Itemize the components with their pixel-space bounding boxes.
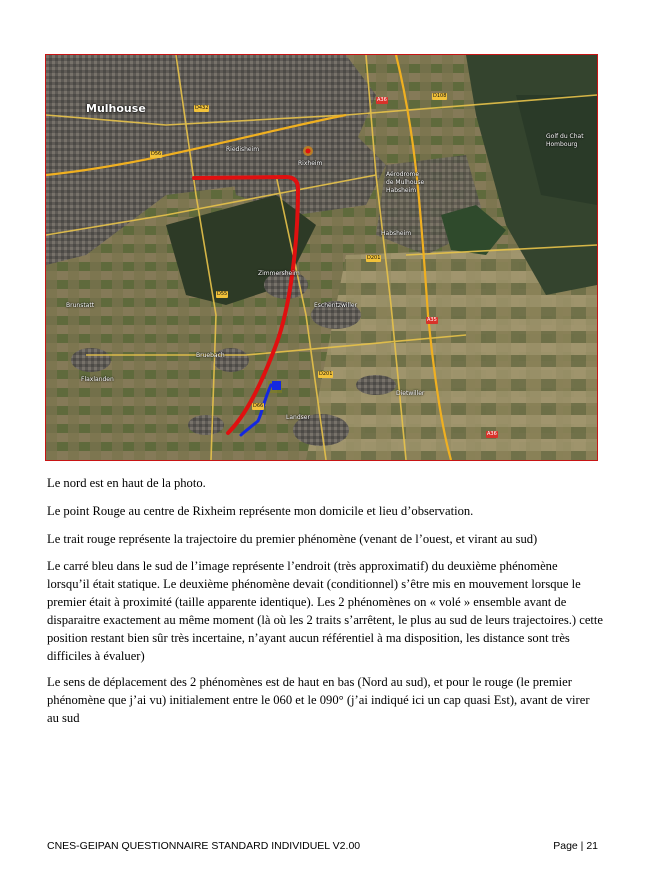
road-marker: D55 — [217, 291, 228, 297]
label-dietwiller: Dietwiller — [396, 390, 425, 397]
paragraph-blue-square: Le carré bleu dans le sud de l’image représente l’endroit (très approximatif) du deuxième phénomène lorsqu’il était statique. Le deuxième phénomène devait (conditionnel) s’être mis en mouvement lorsque le premier était à proximité (taille apparente identique). Les 2 phénomènes on « volé » ensemble avant de disparaitre exactement au même moment (là où les 2 traits s’arrêtent, le plus au sud de leurs trajectoires.) cette position restant bien sûr très incertaine, n’ayant aucun référentiel à ma disposition, les distance sont très difficiles à évaluer) — [47, 559, 604, 663]
label-riedisheim: Riedisheim — [226, 146, 260, 153]
label-rixheim: Rixheim — [298, 160, 323, 167]
label-brunstatt: Brunstatt — [66, 302, 95, 309]
road-marker: A35 — [427, 317, 437, 323]
label-eschentzwiller: Eschentzwiller — [314, 302, 358, 309]
road-marker: A36 — [487, 431, 497, 437]
footer-questionnaire: CNES-GEIPAN QUESTIONNAIRE STANDARD INDIVIDUEL V2.00 — [47, 840, 361, 852]
label-flaxlanden: Flaxlanden — [81, 376, 114, 383]
label-bruebach: Bruebach — [196, 352, 225, 359]
footer-page-number: Page | 21 — [553, 840, 598, 852]
road-marker: D201 — [367, 255, 381, 261]
blue-square — [272, 381, 281, 390]
label-aerodrome: Aérodrome de Mulhouse Habsheim — [386, 171, 425, 194]
road-marker: A36 — [377, 97, 387, 103]
road-marker: D108 — [433, 93, 447, 99]
road-marker: D432 — [195, 105, 209, 111]
label-habsheim: Habsheim — [381, 230, 412, 237]
label-zimmersheim: Zimmersheim — [258, 270, 300, 277]
road-marker: D66 — [253, 403, 264, 409]
paragraph-direction: Le sens de déplacement des 2 phénomènes est de haut en bas (Nord au sud), et pour le rouge (le premier phénomène que j’ai vu) initialement entre le 060 et le 090° (j’ai indiqué ici un cap quasi Est), avant de virer au sud — [47, 675, 590, 725]
label-homburg: Golf du Chat Hombourg — [546, 133, 584, 148]
label-mulhouse: Mulhouse — [86, 102, 146, 115]
road-marker: D201 — [319, 371, 333, 377]
label-landser: Landser — [286, 414, 310, 421]
paragraph-red-line: Le trait rouge représente la trajectoire du premier phénomène (venant de l’ouest, et virant au sud) — [47, 532, 538, 546]
paragraph-north: Le nord est en haut de la photo. — [47, 476, 206, 490]
satellite-map — [45, 54, 598, 461]
map-imagery — [46, 55, 597, 460]
paragraph-red-point: Le point Rouge au centre de Rixheim représente mon domicile et lieu d’observation. — [47, 504, 474, 518]
road-marker: D56 — [151, 151, 162, 157]
